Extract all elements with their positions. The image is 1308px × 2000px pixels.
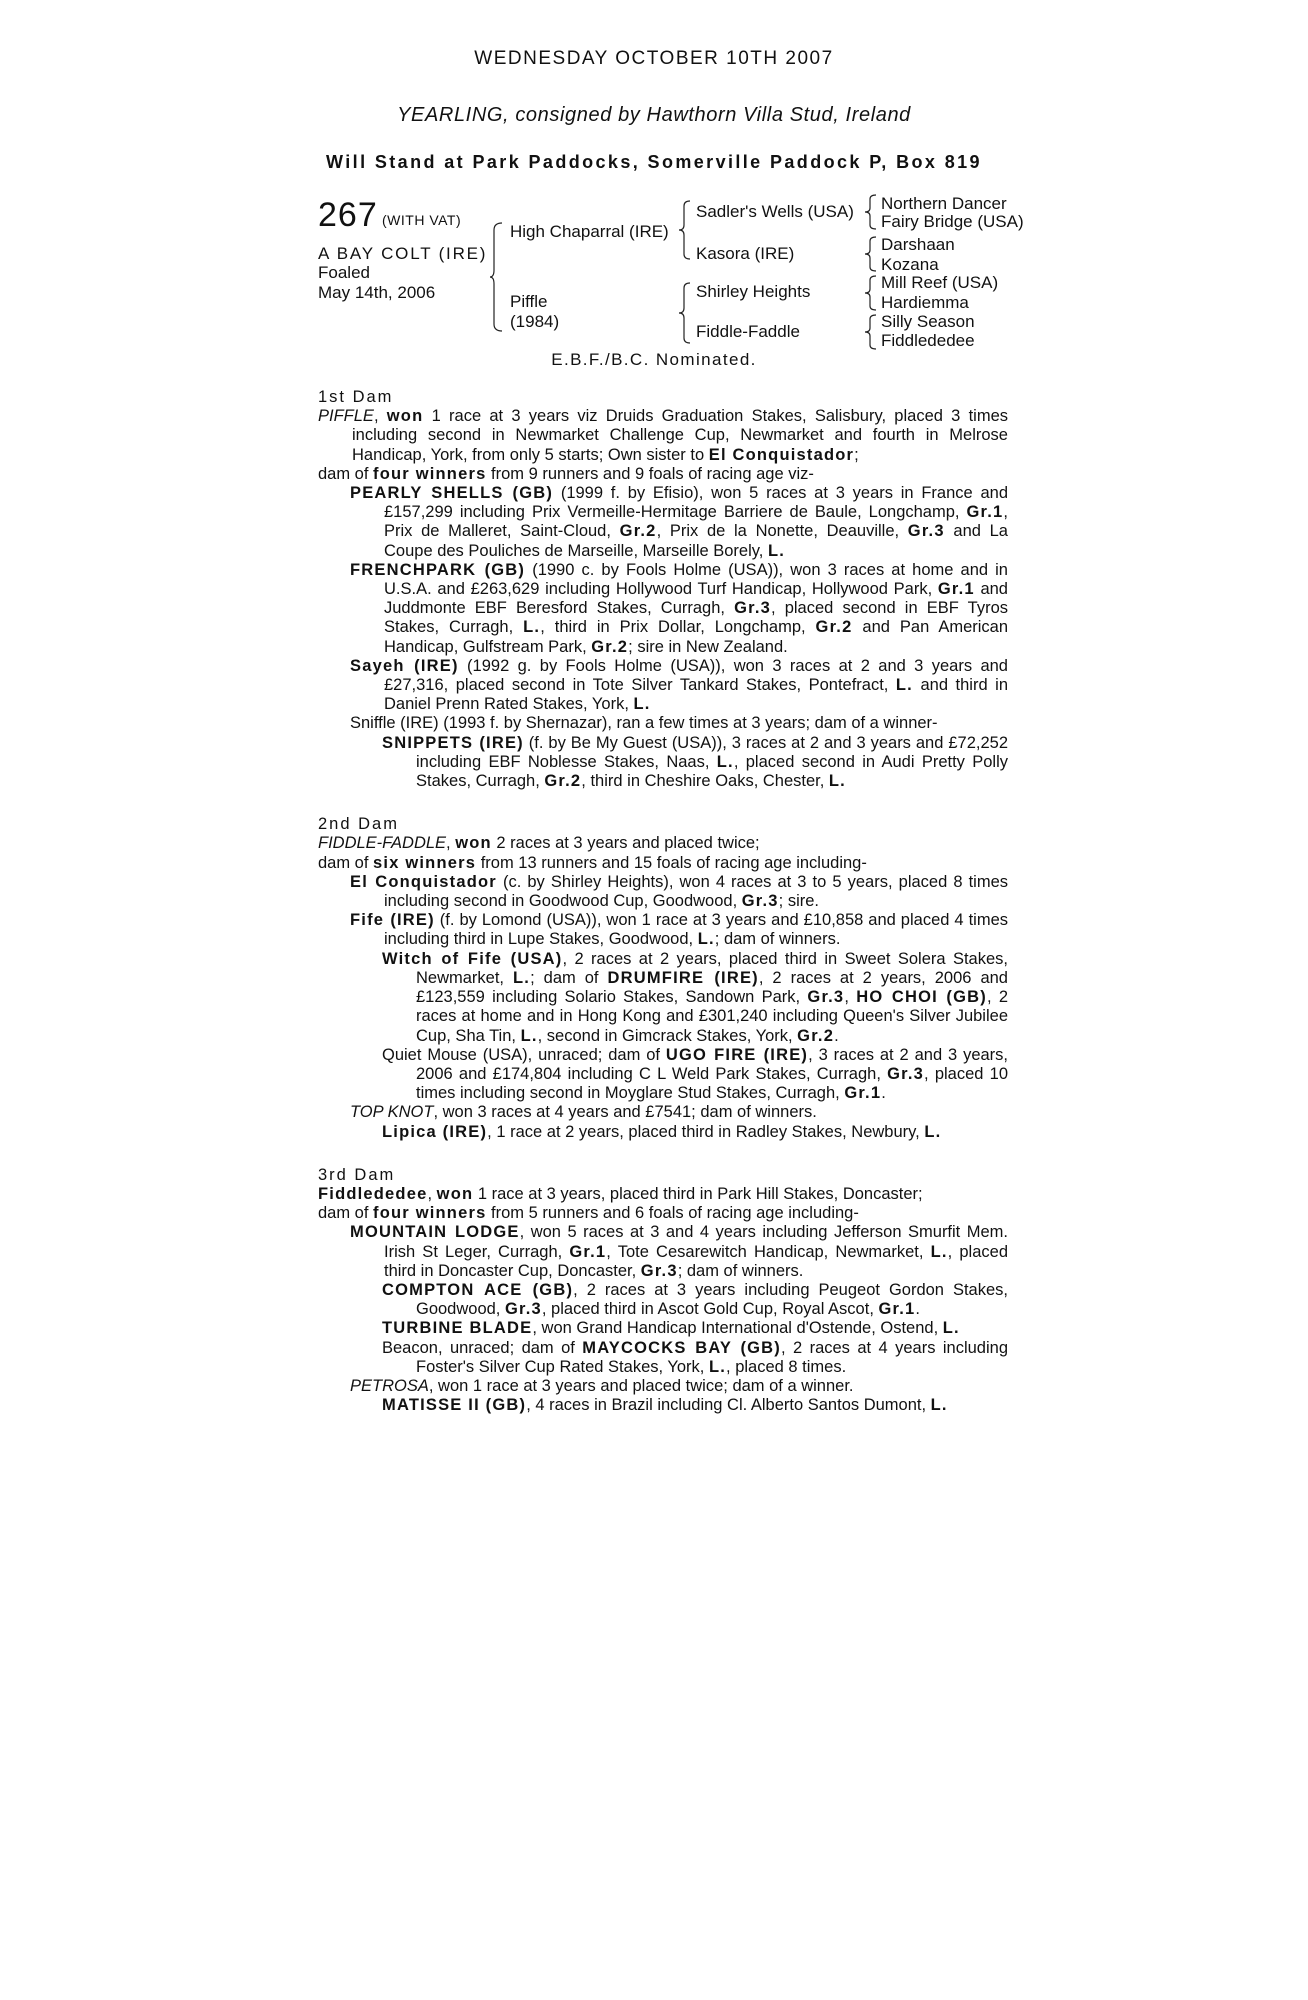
text-run: , 3 races at 2 and 3 years, 2006 and £174,804 including C L Weld Park Stakes, Curragh, xyxy=(416,1045,1008,1083)
bold-text: four winners xyxy=(373,1204,487,1223)
record-entry xyxy=(382,950,1008,1046)
text-run: , second in Gimcrack Stakes, York, xyxy=(537,1026,798,1045)
section-title: 3rd Dam xyxy=(318,1165,396,1184)
bold-text: L. xyxy=(523,618,541,637)
text-run: , third in Cheshire Oaks, Chester, xyxy=(581,772,829,791)
text-run: and La Coupe des Pouliches de Marseille, Marseille Borely, xyxy=(384,522,1008,560)
text-run: ; xyxy=(854,445,859,464)
bold-text: MOUNTAIN LODGE xyxy=(350,1223,520,1242)
ggen-brace-3 xyxy=(864,275,878,311)
lot-number: 267 xyxy=(318,196,378,234)
bold-text: HO CHOI (GB) xyxy=(856,988,987,1007)
text-run: 2 races at 3 years and placed twice; xyxy=(491,834,760,853)
bold-text: COMPTON ACE (GB) xyxy=(382,1280,574,1299)
ggen-3: Darshaan xyxy=(881,235,955,254)
bold-text: Gr.3 xyxy=(734,599,771,618)
text-run: , placed third in Ascot Gold Cup, Royal Ascot, xyxy=(541,1300,879,1319)
text-run: ; dam of winners. xyxy=(714,930,841,949)
text-run: , xyxy=(373,407,387,426)
bold-text: L. xyxy=(520,1026,538,1045)
sire-dam-brace xyxy=(490,222,504,332)
text-run: and Juddmonte EBF Beresford Stakes, Curragh, xyxy=(384,580,1008,618)
bold-text: L. xyxy=(942,1319,960,1338)
text-run: (f. by Be My Guest (USA)), 3 races at 2 and 3 years and £72,252 including EBF Noblesse Stakes, Naas, xyxy=(416,733,1008,771)
bold-text: Gr.1 xyxy=(569,1242,607,1261)
italic-text: FIDDLE-FADDLE xyxy=(318,834,447,853)
bold-text: Gr.3 xyxy=(807,988,845,1007)
dam-section xyxy=(318,815,1008,1141)
record-entry xyxy=(318,834,1008,853)
text-run: , xyxy=(844,988,857,1007)
text-run: , placed 8 times. xyxy=(726,1357,847,1376)
bold-text: Witch of Fife (USA) xyxy=(382,949,563,968)
text-run: dam of xyxy=(318,1204,374,1223)
bold-text: El Conquistador xyxy=(350,872,497,891)
record-entry xyxy=(382,1281,1008,1319)
record-entry xyxy=(318,854,1008,873)
text-run: ; sire in New Zealand. xyxy=(628,637,788,656)
text-run: and Pan American Handicap, Gulfstream Park, xyxy=(384,618,1009,656)
dam-name: Piffle xyxy=(510,292,548,311)
record-entry xyxy=(350,873,1008,911)
record-entry xyxy=(350,484,1008,561)
location-line: Will Stand at Park Paddocks, Somerville Paddock P, Box 819 xyxy=(326,152,982,172)
dam-section xyxy=(318,388,1008,791)
bold-text: L. xyxy=(930,1396,948,1415)
dam-section xyxy=(318,1166,1008,1416)
text-run: 1 race at 3 years, placed third in Park Hill Stakes, Doncaster; xyxy=(473,1184,923,1203)
text-run: from 13 runners and 15 foals of racing age including- xyxy=(476,853,867,872)
bold-text: Gr.1 xyxy=(844,1084,882,1103)
italic-text: PETROSA xyxy=(350,1376,429,1395)
record-entry xyxy=(350,911,1008,949)
bold-text: Fife (IRE) xyxy=(350,911,435,930)
text-run: , Prix de Malleret, Saint-Cloud, xyxy=(384,503,1008,541)
dam-parents-brace xyxy=(678,282,692,344)
text-run: , 2 races at 2 years, 2006 and £123,559 including Solario Stakes, Sandown Park, xyxy=(416,968,1008,1007)
text-run: , xyxy=(427,1184,437,1203)
text-run: , 1 race at 2 years, placed third in Radley Stakes, Newbury, xyxy=(487,1122,925,1141)
text-run: . xyxy=(834,1026,839,1045)
bold-text: L. xyxy=(930,1242,948,1261)
bold-text: PEARLY SHELLS (GB) xyxy=(350,484,554,503)
lot-description: A BAY COLT (IRE) xyxy=(318,244,488,263)
foaled-date: May 14th, 2006 xyxy=(318,283,436,302)
bold-text: Gr.3 xyxy=(640,1261,678,1280)
consignment-line: YEARLING, consigned by Hawthorn Villa Stud, Ireland xyxy=(397,104,911,126)
record-entry xyxy=(318,1185,1008,1204)
text-run: . xyxy=(881,1084,886,1103)
record-entry xyxy=(382,734,1008,792)
text-run: , won 3 races at 4 years and £7541; dam of winners. xyxy=(433,1103,817,1122)
bold-text: L. xyxy=(708,1357,727,1376)
text-run: (f. by Lomond (USA)), won 1 race at 3 years and £10,858 and placed 4 times including third in Lupe Stakes, Goodwood, xyxy=(384,911,1008,949)
text-run: ; dam of xyxy=(530,968,608,987)
bold-text: L. xyxy=(895,676,913,695)
ggen-7: Silly Season xyxy=(881,312,975,331)
dam-sire-name: Shirley Heights xyxy=(696,282,811,301)
bold-text: Gr.1 xyxy=(878,1300,916,1319)
dam-year: (1984) xyxy=(510,312,560,331)
text-run: , 4 races in Brazil including Cl. Alberto Santos Dumont, xyxy=(526,1396,931,1415)
ggen-6: Hardiemma xyxy=(881,293,969,312)
text-run: (1990 c. by Fools Holme (USA)), won 3 races at home and in U.S.A. and £263,629 including Hollywood Turf Handicap, Hollywood Park, xyxy=(384,560,1008,599)
bold-text: DRUMFIRE (IRE) xyxy=(607,968,759,987)
bold-text: SNIPPETS (IRE) xyxy=(382,733,524,752)
bold-text: TURBINE BLADE xyxy=(382,1319,533,1338)
record-entry xyxy=(350,1103,1008,1122)
bold-text: UGO FIRE (IRE) xyxy=(665,1045,809,1064)
record-entry xyxy=(350,1223,1008,1281)
text-run: (c. by Shirley Heights), won 4 races at 3 to 5 years, placed 8 times including second in Goodwood Cup, Goodwood, xyxy=(384,872,1008,911)
record-entry xyxy=(318,407,1008,465)
bold-text: MATISSE II (GB) xyxy=(382,1396,527,1415)
bold-text: Gr.2 xyxy=(544,772,582,791)
italic-text: TOP KNOT xyxy=(350,1103,434,1122)
text-run: , placed second in Audi Pretty Polly Stakes, Curragh, xyxy=(416,752,1009,791)
text-run: (1992 g. by Fools Holme (USA)), won 3 races at 2 and 3 years and £27,316, placed second in Tote Silver Tankard Stakes, Pontefract, xyxy=(384,656,1008,695)
bold-text: L. xyxy=(767,541,786,560)
ggen-brace-2 xyxy=(864,236,878,272)
record-entry xyxy=(350,657,1008,715)
italic-text: PIFFLE xyxy=(318,407,374,426)
bold-text: Gr.3 xyxy=(907,522,945,541)
sire-parents-brace xyxy=(678,200,692,260)
bold-text: L. xyxy=(828,772,846,791)
ggen-brace-4 xyxy=(864,314,878,350)
record-entry xyxy=(318,1204,1008,1223)
ggen-4: Kozana xyxy=(881,255,939,274)
bold-text: won xyxy=(436,1184,474,1203)
dam-dam-name: Fiddle-Faddle xyxy=(696,322,800,341)
section-title: 1st Dam xyxy=(318,388,394,406)
text-run: , placed second in EBF Tyros Stakes, Curragh, xyxy=(384,599,1008,637)
bold-text: won xyxy=(386,407,424,426)
foaled-label: Foaled xyxy=(318,263,370,282)
text-run: from 9 runners and 9 foals of racing age viz- xyxy=(486,464,814,483)
bold-text: Sayeh (IRE) xyxy=(350,656,459,675)
sire-sire-name: Sadler's Wells (USA) xyxy=(696,202,854,221)
bold-text: won xyxy=(455,834,492,853)
text-run: , won Grand Handicap International d'Ostende, Ostend, xyxy=(532,1319,943,1338)
bold-text: Gr.2 xyxy=(591,637,629,656)
ggen-5: Mill Reef (USA) xyxy=(881,273,999,292)
sale-date: WEDNESDAY OCTOBER 10TH 2007 xyxy=(474,48,834,69)
sire-dam-name: Kasora (IRE) xyxy=(696,244,795,263)
bold-text: Gr.2 xyxy=(815,618,853,637)
bold-text: FRENCHPARK (GB) xyxy=(350,560,526,579)
record-entry xyxy=(382,1396,1008,1415)
record-entry xyxy=(350,1377,1008,1396)
bold-text: Gr.3 xyxy=(504,1300,542,1319)
bold-text: Gr.3 xyxy=(887,1064,925,1083)
bold-text: L. xyxy=(513,968,531,987)
text-run: , 2 races at 3 years including Peugeot Gordon Stakes, Goodwood, xyxy=(416,1280,1008,1319)
bold-text: L. xyxy=(924,1122,942,1141)
bold-text: six winners xyxy=(373,853,477,872)
text-run: ; dam of winners. xyxy=(677,1261,804,1280)
ggen-8: Fiddlededee xyxy=(881,331,975,350)
text-run: Beacon, unraced; dam of xyxy=(382,1338,583,1357)
bold-text: Fiddlededee xyxy=(318,1184,428,1203)
sire-name: High Chaparral (IRE) xyxy=(510,222,669,241)
record-entry xyxy=(318,465,1008,484)
text-run: , 2 races at home and in Hong Kong and £301,240 including Queen's Silver Jubilee Cup, Sha Tin, xyxy=(416,988,1008,1045)
text-run: , placed 10 times including second in Moyglare Stud Stakes, Curragh, xyxy=(416,1064,1008,1103)
text-run: from 5 runners and 6 foals of racing age including- xyxy=(486,1204,859,1223)
record-entry xyxy=(350,561,1008,657)
bold-text: Gr.2 xyxy=(619,522,657,541)
bold-text: Gr.1 xyxy=(937,580,975,599)
record-entry xyxy=(350,714,1008,733)
bold-text: Gr.1 xyxy=(966,503,1004,522)
ggen-1: Northern Dancer xyxy=(881,194,1007,213)
text-run: , Tote Cesarewitch Handicap, Newmarket, xyxy=(606,1242,931,1261)
text-run: (1999 f. by Efisio), won 5 races at 3 years in France and £157,299 including Prix Vermeille-Hermitage Barriere de Baule, Longchamp, xyxy=(384,484,1009,522)
bold-text: El Conquistador xyxy=(708,445,855,464)
text-run: , Prix de la Nonette, Deauville, xyxy=(656,522,908,541)
text-run: dam of xyxy=(318,853,374,872)
text-run: , won 5 races at 3 and 4 years including Jefferson Smurfit Mem. Irish St Leger, Curragh, xyxy=(384,1223,1008,1261)
text-run: , 2 races at 2 years, placed third in Sweet Solera Stakes, Newmarket, xyxy=(416,949,1008,987)
produce-record xyxy=(318,388,1008,1415)
bold-text: Lipica (IRE) xyxy=(382,1122,488,1141)
record-entry xyxy=(382,1123,1008,1142)
text-run: Quiet Mouse (USA), unraced; dam of xyxy=(382,1045,666,1064)
pedigree-table xyxy=(0,0,1308,380)
text-run: , xyxy=(446,834,456,853)
nomination-note: E.B.F./B.C. Nominated. xyxy=(551,350,757,369)
vat-note: (WITH VAT) xyxy=(382,212,462,228)
record-entry xyxy=(382,1319,1008,1338)
ggen-brace-1 xyxy=(864,194,878,230)
text-run: . xyxy=(915,1300,920,1319)
text-run: ; sire. xyxy=(778,892,819,911)
text-run: , 2 races at 4 years including Foster's Silver Cup Rated Stakes, York, xyxy=(416,1338,1008,1376)
text-run: dam of xyxy=(318,464,374,483)
bold-text: L. xyxy=(633,695,651,714)
ggen-2: Fairy Bridge (USA) xyxy=(881,212,1024,231)
text-run: , third in Prix Dollar, Longchamp, xyxy=(540,618,816,637)
bold-text: Gr.3 xyxy=(741,892,779,911)
record-entry xyxy=(382,1339,1008,1377)
text-run: and third in Daniel Prenn Rated Stakes, York, xyxy=(384,676,1008,714)
section-title: 2nd Dam xyxy=(318,815,399,834)
bold-text: MAYCOCKS BAY (GB) xyxy=(582,1338,781,1357)
bold-text: four winners xyxy=(373,464,487,483)
text-run: , placed third in Doncaster Cup, Doncaster, xyxy=(384,1242,1009,1280)
text-run: 1 race at 3 years viz Druids Graduation Stakes, Salisbury, placed 3 times including second in Newmarket Challenge Cup, Newmarket and fourth in Melrose Handicap, York, from only 5 starts; Own sister to xyxy=(352,407,1008,464)
bold-text: L. xyxy=(697,930,715,949)
bold-text: Gr.2 xyxy=(797,1026,835,1045)
bold-text: L. xyxy=(716,752,734,771)
record-entry xyxy=(382,1046,1008,1104)
text-run: Sniffle (IRE) (1993 f. by Shernazar), ran a few times at 3 years; dam of a winner- xyxy=(350,714,938,733)
text-run: , won 1 race at 3 years and placed twice; dam of a winner. xyxy=(428,1376,854,1395)
